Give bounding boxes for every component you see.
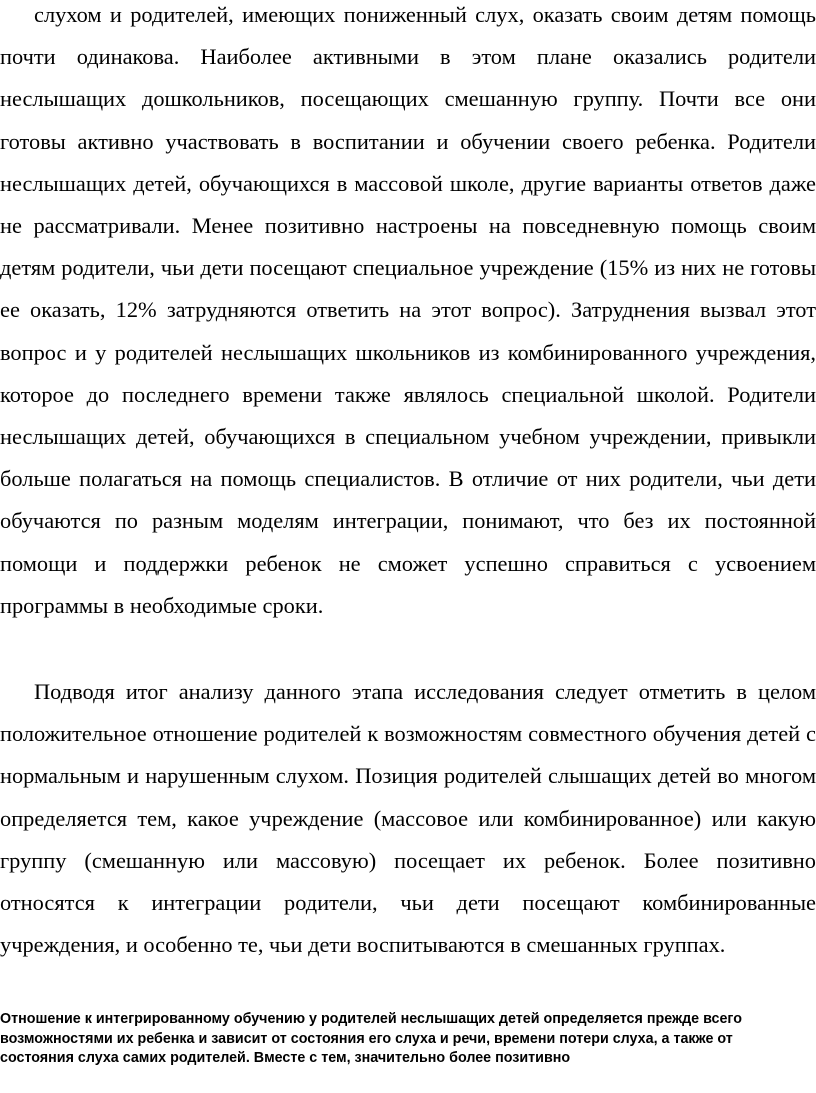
bold-excerpt: Отношение к интегрированному обучению у родителей неслышащих детей определяется прежде всего возможностями их ребенка и зависит от состояния его слуха и речи, времени потери слуха, а также от состояния слуха самих родителей. Вместе с тем, значительно более позитивно — [0, 1011, 742, 1066]
paragraph-summary: Подводя итог анализу данного этапа исследования следует отметить в целом положительное отношение родителей к возможностям совместного обучения детей с нормальным и нарушенным слухом. Позиция родителей слышащих детей во многом определяется тем, какое учреждение (массовое или комбинированное) или какую группу (смешанную или массовую) посещает их ребенок. Более позитивно относятся к интеграции родители, чьи дети посещают комбинированные учреждения, и особенно те, чьи дети воспитываются в смешанных группах. — [0, 679, 816, 958]
paragraph-parents-help: слухом и родителей, имеющих пониженный слух, оказать своим детям помощь почти одинакова. Наиболее активными в этом плане оказались родители неслышащих дошкольников, посещающих смешанную группу. Почти все они готовы активно участвовать в воспитании и обучении своего ребенка. Родители неслышащих детей, обучающихся в массовой школе, другие варианты ответов даже не рассматривали. Менее позитивно настроены на повседневную помощь своим детям родители, чьи дети посещают специальное учреждение (15% из них не готовы ее оказать, 12% затрудняются ответить на этот вопрос). Затруднения вызвал этот вопрос и у родителей неслышащих школьников из комбинированного учреждения, которое до последнего времени также являлось специальной школой. Родители неслышащих детей, обучающихся в специальном учебном учреждении, привыкли больше полагаться на помощь специалистов. В отличие от них родители, чьи дети обучаются по разным моделям интеграции, понимают, что без их постоянной помощи и поддержки ребенок не сможет успешно справиться с усвоением программы в необходимые сроки. — [0, 2, 816, 618]
